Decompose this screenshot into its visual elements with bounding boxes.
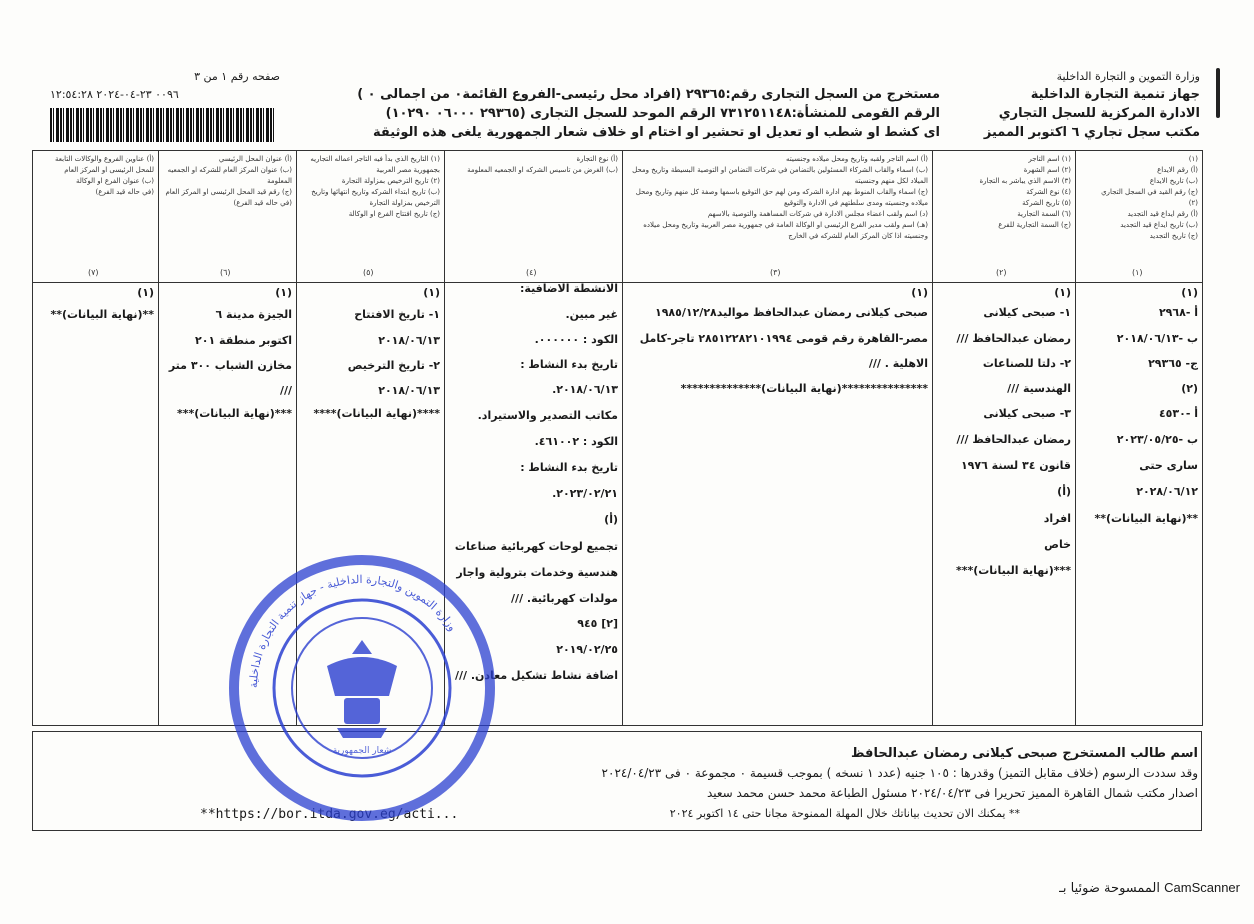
print-timestamp: ٠٠٩٦ ٢٣-٠٤-٢٠٢٤ ١٢:٥٤:٢٨ <box>50 88 179 101</box>
agency-name: جهاز تنمية التجارة الداخلية <box>1030 87 1200 102</box>
c1-line: ج- ٢٩٣٦٥ <box>1148 357 1198 370</box>
requester-line: اسم طالب المستخرج صبحى كيلانى رمضان عبدالحافظ <box>851 746 1198 761</box>
c6-line: /// <box>279 384 292 397</box>
column-number-3: (٣) <box>770 268 781 277</box>
column-number-5: (٥) <box>363 268 374 277</box>
column-number-6: (٦) <box>220 268 231 277</box>
column-header-2: (١) اسم التاجر (٢) اسم الشهرة (٣) الاسم الذي يباشر به التجارة (٤) نوع الشركة (٥) تاريخ الشركة (٦) السمة التجارية (ج) السمة التجارية للفرع <box>979 155 1071 229</box>
c4-line: مكاتب التصدير والاستيراد. <box>477 409 618 422</box>
c2-line: ٣- صبحى كيلانى <box>983 407 1071 420</box>
column-header-1: (١) (أ) رقم الايداع (ب) تاريخ الايداع (ج) رقم القيد في السجل التجاري (٢) (أ) رقم ايداع قيد التجديد (ب) تاريخ ايداع قيد التجديد (ج) تاريخ التجديد <box>1101 155 1198 240</box>
c4-line: تجميع لوحات كهربائية صناعات <box>454 540 618 553</box>
c4-line: هندسية وخدمات بترولية واجار <box>456 566 618 579</box>
c4-line: ٢٠١٩/٠٢/٢٥ <box>556 643 618 656</box>
c7-line: (١) <box>137 286 154 299</box>
table-left-border <box>32 150 33 726</box>
stamp-center-text: شعار الجمهورية <box>332 746 392 756</box>
c4-line: الكود : ٤٦١٠٠٢. <box>534 435 618 448</box>
c6-line: مخازن الشباب ٣٠٠ متر <box>168 359 292 372</box>
c5-line: ٢٠١٨/٠٦/١٣ <box>378 334 440 347</box>
national-ids: الرقم القومى للمنشأة:٧٣١٢٥١١٤٨ الرقم الموحد للسجل التجارى (٢٩٣٦٥ ٠٦٠٠٠ ١٠٢٩٠) <box>385 106 940 121</box>
department-name: الادارة المركزية للسجل التجاري <box>998 106 1200 121</box>
c2-line: ***(نهاية البيانات)*** <box>955 564 1071 577</box>
col-divider <box>932 150 933 726</box>
update-note: ** يمكنك الان تحديث بياناتك خلال المهلة الممنوحة مجانا حتى ١٤ اكتوبر ٢٠٢٤ <box>669 807 1020 820</box>
fees-line: وقد سددت الرسوم (خلاف مقابل التميز) وقدرها : ١٠٥ جنيه (عدد ١ نسخه ) بموجب قسيمة ٠ مجموعة ٠ فى ٢٠٢٤/٠٤/٢٣ <box>601 766 1198 780</box>
c6-line: اكتوبر منطقة ٢٠١ <box>195 334 292 347</box>
col-divider <box>1075 150 1076 726</box>
col-divider <box>158 150 159 726</box>
c1-line: سارى حتى <box>1139 459 1198 472</box>
c3-line: مصر-القاهرة رقم قومى ٢٨٥١٢٢٨٢١٠١٩٩٤ تاجر-كامل <box>639 332 928 345</box>
c2-line: رمضان عبدالحافظ /// <box>956 433 1071 446</box>
c4-line: اضافة نشاط تشكيل معادن. /// <box>454 669 618 682</box>
column-number-2: (٢) <box>996 268 1007 277</box>
c1-line: ٢٠٢٨/٠٦/١٢ <box>1136 485 1198 498</box>
c6-line: ***(نهاية البيانات)*** <box>176 407 292 420</box>
c5-line: ٢- تاريخ الترخيص <box>347 359 440 372</box>
column-number-1: (١) <box>1132 268 1143 277</box>
extract-title: مستخرج من السجل التجارى رقم:٢٩٣٦٥ (افراد محل رئيسى-الفروع القائمة٠ من اجمالى ٠ ) <box>357 87 940 102</box>
scan-edge-mark <box>1216 68 1220 118</box>
c4-line: مولدات كهربائية. /// <box>511 592 618 605</box>
c2-line: ١- صبحى كيلانى <box>983 306 1071 319</box>
portal-url[interactable]: **https://bor.itda.gov.eg/acti... <box>200 807 459 822</box>
c2-line: افراد <box>1043 512 1071 525</box>
column-header-7: (أ) عناوين الفروع والوكالات التابعة للمحل الرئيسى او المركز العام (ب) عنوان الفرع او الوكالة (في حاله قيد الفرع) <box>55 155 154 196</box>
column-header-6: (أ) عنوان المحل الرئيسي (ب) عنوان المركز العام للشركه او الجمعيه المعلومة (ج) رقم قيد المحل الرئيسى او المركز العام (في حاله قيد الفرع) <box>165 155 292 207</box>
c2-line: ٢- دلتا للصناعات <box>982 357 1071 370</box>
page-number-label: صفحه رقم ١ من ٣ <box>194 70 280 83</box>
c1-line: **(نهاية البيانات)** <box>1094 512 1198 525</box>
official-stamp <box>222 548 502 828</box>
c3-line: الاهلية . /// <box>868 357 928 370</box>
c2-line: (أ) <box>1057 485 1071 498</box>
c2-line: قانون ٣٤ لسنة ١٩٧٦ <box>960 459 1071 472</box>
office-name: مكتب سجل تجاري ٦ اكتوبر المميز <box>983 125 1200 140</box>
barcode <box>50 108 275 142</box>
column-number-4: (٤) <box>526 268 537 277</box>
column-header-3: (أ) اسم التاجر ولقبه وتاريخ ومحل ميلاده وجنسيته (ب) اسماء والقاب الشركاء المسئولين بالتضامن في شركات التضامن او التوصية البسيطة وتاريخ ومحل الميلاد لكل منهم وجنسيته (ج) اسماء والقاب المنوط بهم ادارة الشركه ومن لهم حق التوقيع باسمها وصفة كل منهم وتاريخ ومحل ميلاده وجنسيته ومدى سلطتهم في الادارة والتوقيع (د) اسم ولقب اعضاء مجلس الادارة في شركات المساهمة والتوصية بالاسهم (هـ) اسم ولقب مدير الفرع الرئيسى او الوكالة العامة في جمهورية مصر العربية وتاريخ ومحل ميلاده وجنسيته اذا كان المركز العام للشركه في الخارج <box>632 155 928 240</box>
col-divider <box>622 150 623 726</box>
column-number-7: (٧) <box>88 268 99 277</box>
c4-line: ٢٠٢٣/٠٢/٢١. <box>552 487 618 500</box>
c5-line: (١) <box>423 286 440 299</box>
c5-line: ٢٠١٨/٠٦/١٣ <box>378 384 440 397</box>
c5-line: ١- تاريخ الافتتاح <box>354 308 440 321</box>
c3-line: ***************(نهاية البيانات)************** <box>680 382 928 395</box>
issuance-line: اصدار مكتب شمال القاهرة المميز تحريرا فى ٢٠٢٤/٠٤/٢٣ مسئول الطباعة محمد حسن محمد سعيد <box>706 786 1198 800</box>
table-right-border <box>1202 150 1203 726</box>
eagle-emblem-icon <box>327 640 397 738</box>
c4-line: [٢] ٩٤٥ <box>577 617 618 630</box>
scanner-label: CamScanner <box>1164 880 1240 895</box>
ministry-name: وزارة التموين و التجارة الداخلية <box>1056 70 1200 83</box>
c1-line: ب -٢٠٢٣/٠٥/٢٥ <box>1116 433 1198 446</box>
table-top-border <box>32 150 1202 151</box>
c4-line: الانشطة الاضافية: <box>520 282 618 295</box>
c4-line: ٢٠١٨/٠٦/١٣. <box>552 383 618 396</box>
scanner-prefix: الممسوحة ضوئيا بـ <box>1059 881 1160 896</box>
c2-line: رمضان عبدالحافظ /// <box>956 332 1071 345</box>
c4-line: تاريخ بدء النشاط : <box>520 461 618 474</box>
c6-line: (١) <box>275 286 292 299</box>
scanner-watermark <box>1030 880 1240 896</box>
c4-line: (أ) <box>604 513 618 526</box>
c4-line: تاريخ بدء النشاط : <box>520 358 618 371</box>
c6-line: الجيزة مدينة ٦ <box>215 308 292 321</box>
c1-line: أ -٢٩٦٨ <box>1158 306 1198 319</box>
c1-line: (٢) <box>1181 382 1198 395</box>
column-header-4: (أ) نوع التجارة (ب) الغرض من تاسيس الشركه او الجمعيه المعلومة <box>467 155 618 174</box>
column-header-5: (١) التاريخ الذي بدأ فيه التاجر اعماله التجاريه بجمهورية مصر العربية (٢) تاريخ الترخيص بمزاولة التجارة (ب) تاريخ ابتداء الشركه وتاريخ انتهائها وتاريخ الترخيص بمزاولة التجارة (ج) تاريخ افتتاح الفرع او الوكالة <box>310 155 440 218</box>
c3-line: (١) <box>911 286 928 299</box>
c1-line: أ -٤٥٣٠ <box>1158 407 1198 420</box>
c1-line: (١) <box>1181 286 1198 299</box>
c2-line: (١) <box>1054 286 1071 299</box>
warning-text: اى كشط او شطب او تعديل او تحشير او اختام او خلاف شعار الجمهورية يلغى هذه الوثيقة <box>372 125 940 140</box>
c3-line: صبحى كيلانى رمضان عبدالحافظ مواليد١٩٨٥/١٢/٢٨ <box>655 306 928 319</box>
c5-line: ****(نهاية البيانات)**** <box>313 407 440 420</box>
c1-line: ب -٢٠١٨/٠٦/١٣ <box>1116 332 1198 345</box>
c4-line: غير مبين. <box>565 308 618 321</box>
c4-line: الكود : ٠٠٠٠٠٠. <box>534 333 618 346</box>
c2-line: الهندسية /// <box>1007 382 1071 395</box>
table-bottom-border <box>32 725 1202 726</box>
c7-line: **(نهاية البيانات)** <box>50 308 154 321</box>
c2-line: خاص <box>1044 538 1071 551</box>
stamp-ring-text: وزارة التموين والتجارة الداخلية - جهاز تنمية التجارة الداخلية <box>246 572 460 689</box>
